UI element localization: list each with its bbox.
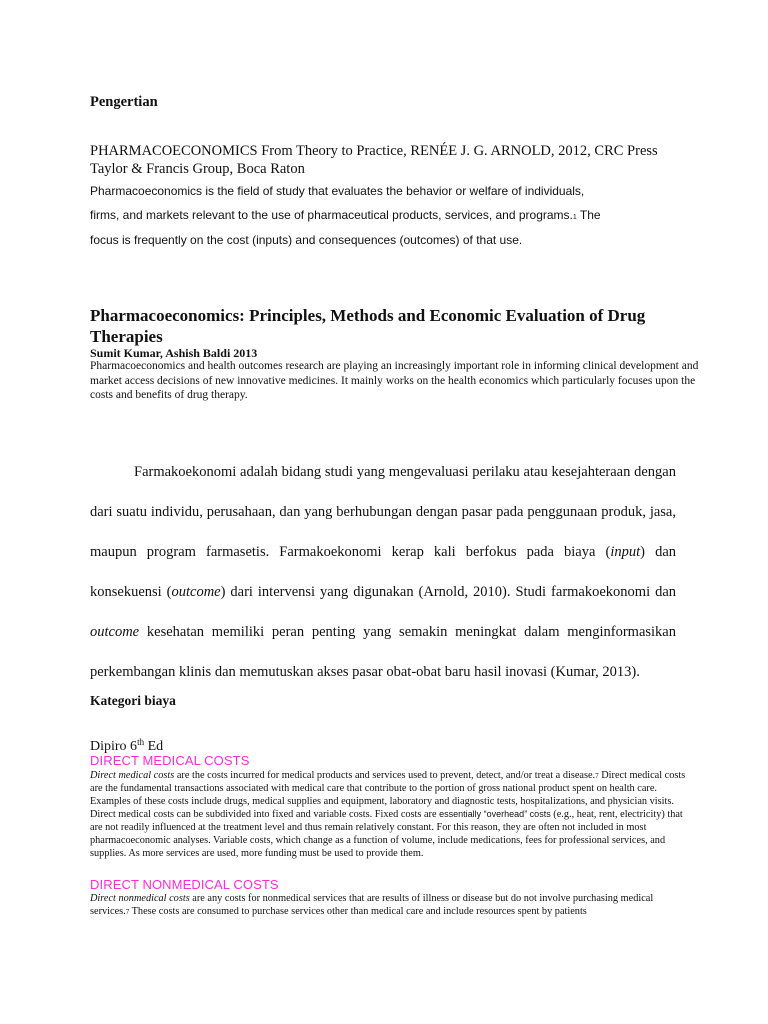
nonmed-text-1: are any costs for nonmedical services that are results of illness or disease but do not involve purchasing medical services.	[90, 893, 654, 917]
para-italic-outcome: outcome	[171, 584, 221, 600]
footnote-marker: 7	[595, 772, 599, 780]
para-text-4: kesehatan memiliki peran penting yang semakin meningkat dalam menginformasikan perkembangan klinis dan memutuskan akses pasar obat-obat baru hasil inovasi (Kumar, 2013).	[90, 624, 676, 680]
direct-text-2: Direct medical costs are the fundamental transactions associated with medical care that contribute to the portion of gross national product spent on health care. Examples of these costs include drugs, medical supplies and equipment, laboratory and diagnostic tests, hospitalizations, and physician visits. Direct medical costs can be subdivided into fixed and variable costs. Fixed costs are	[90, 770, 686, 821]
dipiro-sup: th	[137, 737, 145, 747]
nonmed-text-2: These costs are consumed to purchase services other than medical care and include resources spent by patients	[129, 905, 587, 917]
dipiro-tail: Ed	[144, 739, 164, 754]
body-paragraph-farmakoekonomi	[90, 452, 676, 692]
term-direct-nonmedical-costs: Direct nonmedical costs	[90, 893, 190, 904]
reference-title-kumar: Pharmacoeconomics: Principles, Methods and Economic Evaluation of Drug Therapies	[90, 306, 646, 346]
section-heading-direct-medical-costs: DIRECT MEDICAL COSTS	[90, 753, 250, 768]
para-text-3: ) dari intervensi yang digunakan (Arnold, 2010). Studi farmakoekonomi dan	[220, 584, 677, 600]
direct-overhead-phrase: essentially “overhead” costs	[439, 809, 551, 820]
section-body-direct-nonmedical-costs	[90, 893, 690, 919]
section-heading-direct-nonmedical-costs: DIRECT NONMEDICAL COSTS	[90, 877, 279, 892]
direct-text-3: (e.g., heat, rent, electricity) that are not readily influenced at the treatment level and thus remain relatively constant. For this reason, they are often not included in most pharmacoeconomic analyses. Variable costs, which change as a function of volume, include medications, fees for professional services, and supplies. As more services are used, more funding must be used to provide them.	[90, 809, 683, 859]
para-text-2: ) dan konsekuensi (	[90, 544, 677, 600]
footnote-marker: 7	[125, 907, 130, 916]
para-italic-input: input	[610, 544, 641, 560]
direct-text-1: are the costs incurred for medical products and services used to prevent, detect, and/or treat a disease.	[174, 770, 596, 781]
heading-kategori-biaya: Kategori biaya	[90, 693, 176, 708]
footnote-marker: 1	[572, 213, 577, 221]
para-italic-outcome-2: outcome	[90, 624, 140, 640]
dipiro-text: Dipiro 6	[90, 739, 138, 754]
heading-pengertian: Pengertian	[90, 94, 158, 110]
reference-abstract-arnold	[90, 180, 610, 253]
abstract-text-a: Pharmacoeconomics is the field of study that evaluates the behavior or welfare of individuals, firms, and markets relevant to the use of pharmaceutical products, services, and programs.	[90, 184, 585, 222]
term-direct-medical-costs: Direct medical costs	[90, 770, 175, 781]
reference-citation-arnold: PHARMACOECONOMICS From Theory to Practice, RENÉE J. G. ARNOLD, 2012, CRC Press Taylor & Francis Group, Boca Raton	[90, 143, 658, 177]
reference-authors-kumar: Sumit Kumar, Ashish Baldi 2013	[90, 346, 258, 360]
reference-abstract-kumar: Pharmacoeconomics and health outcomes research are playing an increasingly important role in informing clinical development and market access decisions of new innovative medicines. It mainly works on the health economics which particularly focuses upon the costs and benefits of drug therapy.	[90, 360, 699, 401]
abstract-text-b: The focus is frequently on the cost (inputs) and consequences (outcomes) of that use.	[90, 207, 601, 247]
para-text-1: Farmakoekonomi adalah bidang studi yang mengevaluasi perilaku atau kesejahteraan dengan dari suatu individu, perusahaan, dan yang berhubungan dengan pasar pada penggunaan produk, jasa, maupun program farmasetis. Farmakoekonomi kerap kali berfokus pada biaya (	[90, 464, 676, 560]
section-body-direct-medical-costs	[90, 770, 690, 861]
